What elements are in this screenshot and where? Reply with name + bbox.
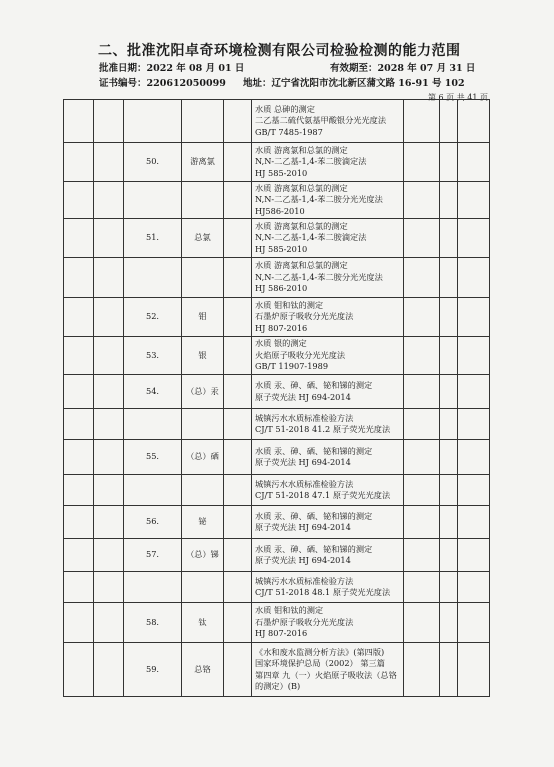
test-method: [252, 572, 404, 603]
blank-cell: [94, 440, 124, 475]
blank-cell: [458, 539, 490, 572]
row-number: [124, 100, 182, 143]
row-number: [124, 409, 182, 440]
blank-cell: [404, 506, 440, 539]
row-number: [124, 258, 182, 298]
method-line: 水质 钼和钛的测定: [255, 605, 324, 616]
table-row: [64, 182, 490, 219]
blank-cell: [224, 375, 252, 409]
table-row: [64, 298, 490, 337]
row-number: [124, 475, 182, 506]
blank-cell: [224, 182, 252, 219]
row-number: 53.: [124, 337, 182, 375]
blank-cell: [458, 182, 490, 219]
blank-cell: [404, 572, 440, 603]
address: 地址：辽宁省沈阳市沈北新区蒲文路 16-91 号 102: [243, 78, 465, 89]
test-method: [252, 258, 404, 298]
table-row: [64, 219, 490, 258]
blank-cell: [64, 440, 94, 475]
test-method: [252, 440, 404, 475]
test-item: 铋: [182, 506, 224, 539]
blank-cell: [94, 100, 124, 143]
test-method: [252, 182, 404, 219]
blank-cell: [404, 440, 440, 475]
blank-cell: [440, 375, 458, 409]
blank-cell: [440, 572, 458, 603]
test-item: （总）汞: [182, 375, 224, 409]
table-row: [64, 337, 490, 375]
blank-cell: [440, 298, 458, 337]
blank-cell: [404, 100, 440, 143]
method-line: 原子荧光法 HJ 694-2014: [255, 391, 351, 402]
blank-cell: [94, 409, 124, 440]
page-title: 二、批准沈阳卓奇环境检测有限公司检验检测的能力范围: [98, 43, 461, 59]
blank-cell: [224, 100, 252, 143]
test-method: [252, 100, 404, 143]
blank-cell: [64, 475, 94, 506]
test-item: [182, 258, 224, 298]
method-line: GB/T 7485-1987: [255, 126, 323, 137]
blank-cell: [224, 298, 252, 337]
blank-cell: [404, 409, 440, 440]
blank-cell: [458, 219, 490, 258]
blank-cell: [64, 506, 94, 539]
blank-cell: [94, 603, 124, 643]
blank-cell: [458, 572, 490, 603]
blank-cell: [64, 375, 94, 409]
blank-cell: [458, 143, 490, 182]
blank-cell: [440, 100, 458, 143]
method-line: 二乙基二硫代氨基甲酸银分光光度法: [255, 115, 387, 126]
table-row: [64, 643, 490, 697]
blank-cell: [224, 506, 252, 539]
blank-cell: [94, 219, 124, 258]
blank-cell: [404, 603, 440, 643]
method-line: HJ 585-2010: [255, 243, 308, 254]
table-row: [64, 475, 490, 506]
blank-cell: [94, 337, 124, 375]
blank-cell: [94, 572, 124, 603]
blank-cell: [404, 475, 440, 506]
method-line: 水质 汞、砷、硒、铋和锑的测定: [255, 445, 373, 456]
test-item: [182, 409, 224, 440]
method-line: 原子荧光法 HJ 694-2014: [255, 457, 351, 467]
method-line: 水质 汞、砷、硒、铋和锑的测定: [255, 380, 373, 390]
test-method: [252, 219, 404, 258]
blank-cell: [404, 258, 440, 298]
table-row: [64, 506, 490, 539]
table-row: [64, 409, 490, 440]
method-line: HJ 807-2016: [255, 322, 308, 333]
blank-cell: [458, 409, 490, 440]
test-method: [252, 375, 404, 409]
blank-cell: [224, 258, 252, 298]
blank-cell: [458, 440, 490, 475]
blank-cell: [94, 143, 124, 182]
blank-cell: [440, 603, 458, 643]
blank-cell: [458, 337, 490, 375]
page-number: 第 6 页 共 41 页: [428, 93, 488, 102]
row-number: 52.: [124, 298, 182, 337]
row-number: 56.: [124, 506, 182, 539]
blank-cell: [404, 298, 440, 337]
method-line: HJ586-2010: [255, 205, 305, 216]
method-line: 石墨炉原子吸收分光光度法: [255, 311, 354, 322]
row-number: [124, 182, 182, 219]
test-item: [182, 475, 224, 506]
method-line: N,N-二乙基-1,4-苯二胺滴定法: [255, 156, 367, 167]
test-method: [252, 143, 404, 182]
row-number: 55.: [124, 440, 182, 475]
blank-cell: [458, 643, 490, 697]
blank-cell: [224, 219, 252, 258]
test-item: [182, 182, 224, 219]
method-line: 水质 汞、砷、硒、铋和锑的测定: [255, 510, 373, 521]
blank-cell: [224, 440, 252, 475]
valid-until: 有效期至：2028 年 07 月 31 日: [330, 63, 476, 74]
blank-cell: [404, 643, 440, 697]
blank-cell: [440, 475, 458, 506]
blank-cell: [440, 219, 458, 258]
method-line: 火焰原子吸收分光光度法: [255, 349, 346, 360]
method-line: 水质 总砷的测定: [255, 103, 315, 114]
method-line: 水质 钼和钛的测定: [255, 299, 324, 310]
blank-cell: [458, 475, 490, 506]
blank-cell: [458, 298, 490, 337]
method-line: GB/T 11907-1989: [255, 361, 329, 372]
table-row: [64, 572, 490, 603]
table-row: [64, 440, 490, 475]
blank-cell: [440, 409, 458, 440]
row-number: 54.: [124, 375, 182, 409]
blank-cell: [64, 182, 94, 219]
approve-date: 批准日期：2022 年 08 月 01 日: [99, 63, 245, 74]
test-item: 游离氯: [182, 143, 224, 182]
method-line: 《水和废水监测分析方法》(第四版): [255, 646, 385, 657]
method-line: 城镇污水水质标准检验方法: [255, 478, 354, 489]
method-line: 水质 游离氯和总氯的测定: [255, 260, 348, 271]
blank-cell: [440, 643, 458, 697]
blank-cell: [404, 143, 440, 182]
blank-cell: [440, 506, 458, 539]
test-item: 银: [182, 337, 224, 375]
certificate-number: 证书编号：220612050099: [99, 78, 226, 89]
blank-cell: [64, 219, 94, 258]
blank-cell: [94, 506, 124, 539]
blank-cell: [440, 182, 458, 219]
blank-cell: [64, 100, 94, 143]
method-line: 水质 游离氯和总氯的测定: [255, 144, 348, 155]
blank-cell: [224, 572, 252, 603]
blank-cell: [440, 337, 458, 375]
blank-cell: [458, 506, 490, 539]
blank-cell: [94, 475, 124, 506]
method-line: N,N-二乙基-1,4-苯二胺分光光度法: [255, 271, 383, 282]
method-line: 石墨炉原子吸收分光光度法: [255, 616, 354, 627]
test-item: 总氯: [182, 219, 224, 258]
blank-cell: [458, 603, 490, 643]
method-line: 城镇污水水质标准检验方法: [255, 412, 354, 423]
method-line: CJ/T 51-2018 48.1 原子荧光光度法: [255, 587, 391, 597]
method-line: 城镇污水水质标准检验方法: [255, 575, 354, 586]
row-number: 50.: [124, 143, 182, 182]
method-line: CJ/T 51-2018 41.2 原子荧光光度法: [255, 424, 391, 434]
blank-cell: [94, 258, 124, 298]
blank-cell: [440, 258, 458, 298]
blank-cell: [440, 440, 458, 475]
method-line: 水质 银的测定: [255, 338, 307, 349]
test-method: [252, 643, 404, 697]
test-item: （总）锑: [182, 539, 224, 572]
row-number: [124, 572, 182, 603]
table-row: [64, 603, 490, 643]
blank-cell: [94, 375, 124, 409]
blank-cell: [224, 337, 252, 375]
blank-cell: [64, 409, 94, 440]
blank-cell: [64, 603, 94, 643]
blank-cell: [404, 375, 440, 409]
blank-cell: [458, 100, 490, 143]
blank-cell: [64, 572, 94, 603]
method-line: CJ/T 51-2018 47.1 原子荧光光度法: [255, 490, 391, 500]
test-method: [252, 603, 404, 643]
blank-cell: [224, 603, 252, 643]
table-row: [64, 100, 490, 143]
test-method: [252, 409, 404, 440]
blank-cell: [224, 643, 252, 697]
blank-cell: [64, 643, 94, 697]
row-number: 59.: [124, 643, 182, 697]
test-item: 总铬: [182, 643, 224, 697]
row-number: 57.: [124, 539, 182, 572]
scope-table: [63, 99, 490, 697]
blank-cell: [64, 539, 94, 572]
method-line: 第四章 九（一）火焰原子吸收法（总铬的测定）(B): [255, 669, 397, 691]
blank-cell: [224, 475, 252, 506]
method-line: 水质 游离氯和总氯的测定: [255, 182, 348, 193]
method-line: HJ 586-2010: [255, 283, 308, 294]
method-line: 水质 游离氯和总氯的测定: [255, 220, 348, 231]
test-item: [182, 100, 224, 143]
blank-cell: [440, 143, 458, 182]
test-item: [182, 572, 224, 603]
test-item: 钼: [182, 298, 224, 337]
method-line: 原子荧光法 HJ 694-2014: [255, 555, 351, 565]
test-method: [252, 298, 404, 337]
method-line: N,N-二乙基-1,4-苯二胺分光光度法: [255, 194, 383, 205]
blank-cell: [404, 219, 440, 258]
method-line: 水质 汞、砷、硒、铋和锑的测定: [255, 543, 373, 554]
method-line: HJ 807-2016: [255, 628, 308, 639]
test-method: [252, 475, 404, 506]
blank-cell: [224, 539, 252, 572]
method-line: 国家环境保护总局（2002） 第三篇: [255, 658, 385, 668]
blank-cell: [94, 298, 124, 337]
table-row: [64, 258, 490, 298]
method-line: 原子荧光法 HJ 694-2014: [255, 522, 351, 532]
blank-cell: [404, 337, 440, 375]
blank-cell: [458, 375, 490, 409]
blank-cell: [404, 182, 440, 219]
blank-cell: [64, 298, 94, 337]
blank-cell: [94, 539, 124, 572]
table-row: [64, 375, 490, 409]
test-method: [252, 506, 404, 539]
blank-cell: [440, 539, 458, 572]
blank-cell: [64, 258, 94, 298]
method-line: N,N-二乙基-1,4-苯二胺滴定法: [255, 232, 367, 243]
blank-cell: [458, 258, 490, 298]
blank-cell: [94, 643, 124, 697]
table-row: [64, 143, 490, 182]
row-number: 58.: [124, 603, 182, 643]
row-number: 51.: [124, 219, 182, 258]
test-item: （总）硒: [182, 440, 224, 475]
test-item: 钛: [182, 603, 224, 643]
blank-cell: [224, 143, 252, 182]
test-method: [252, 337, 404, 375]
blank-cell: [64, 337, 94, 375]
blank-cell: [224, 409, 252, 440]
blank-cell: [404, 539, 440, 572]
test-method: [252, 539, 404, 572]
table-row: [64, 539, 490, 572]
method-line: HJ 585-2010: [255, 167, 308, 178]
blank-cell: [94, 182, 124, 219]
blank-cell: [64, 143, 94, 182]
